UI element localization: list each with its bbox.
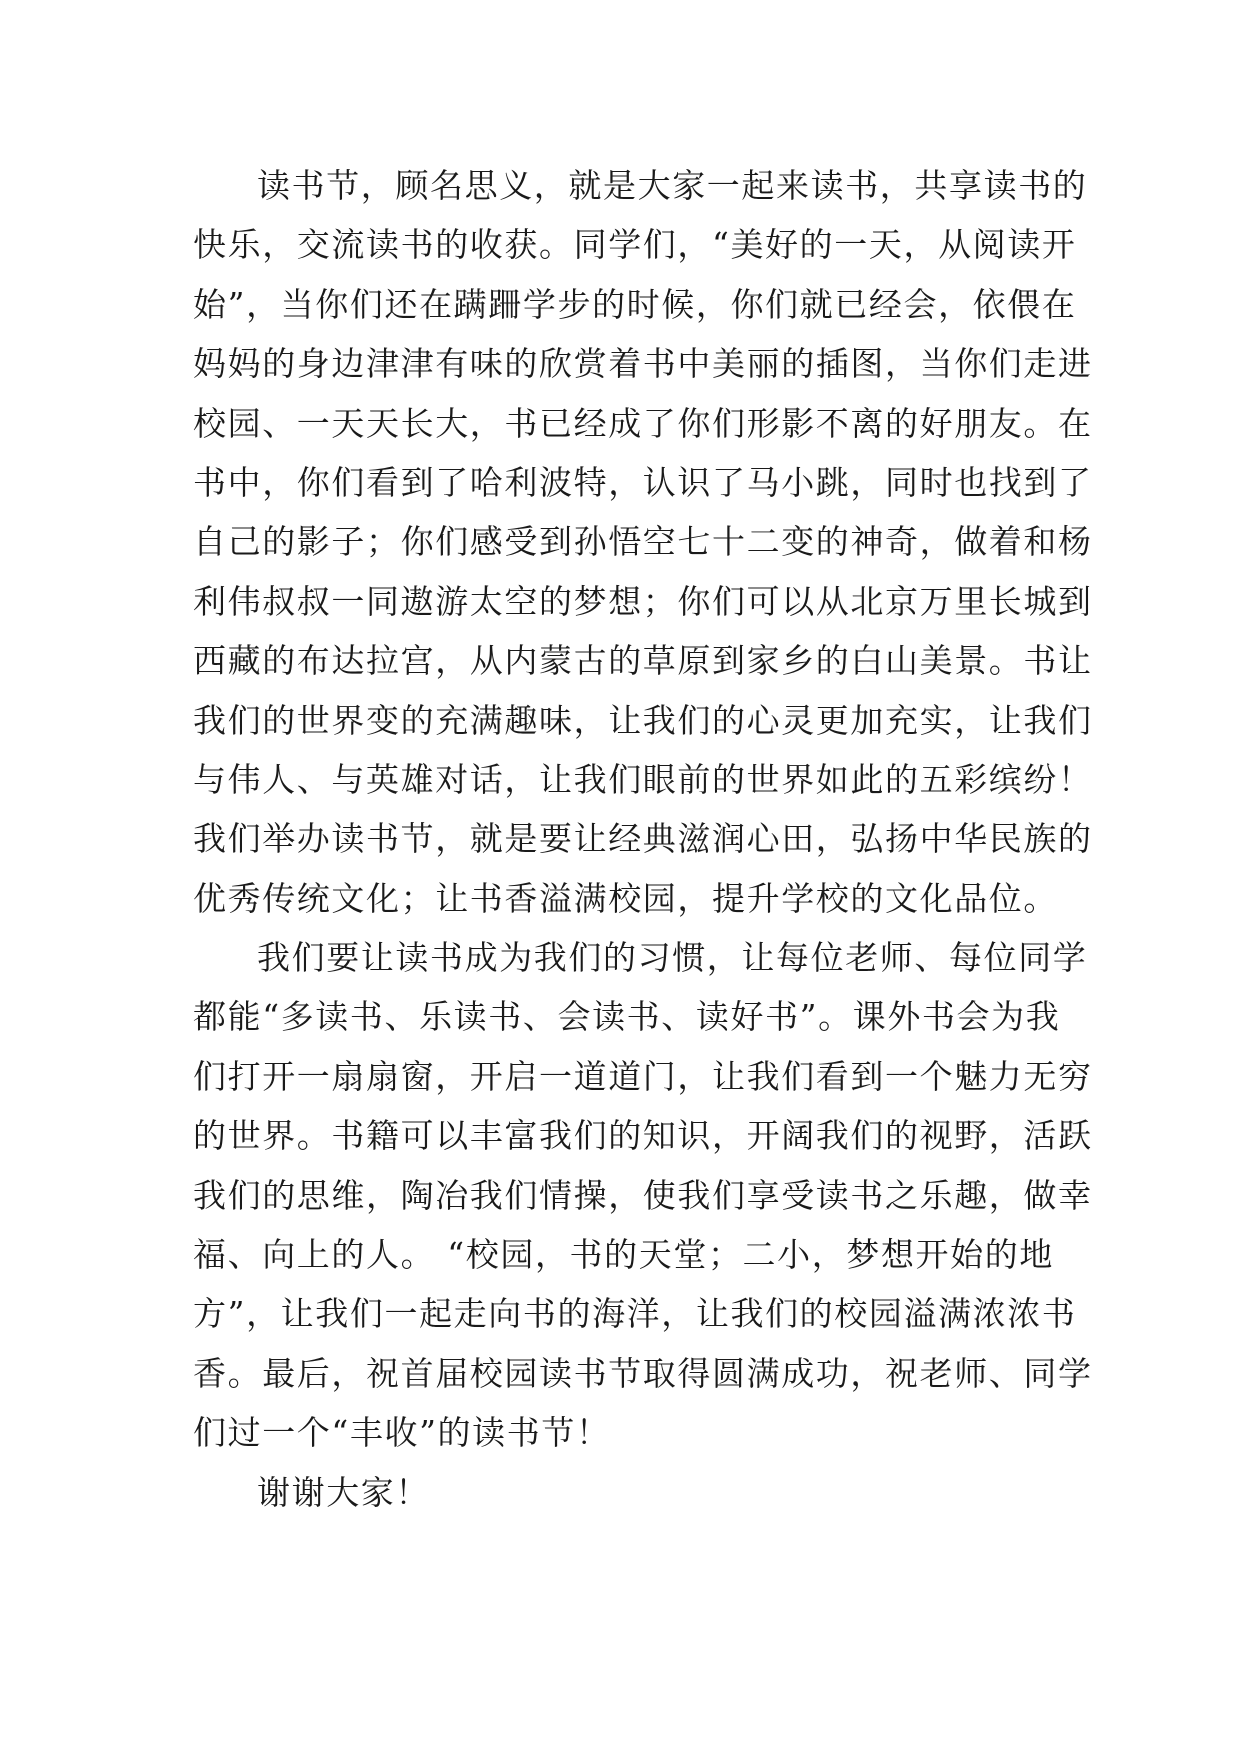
paragraph-line: 校园、一天天长大，书已经成了你们形影不离的好朋友。在 — [193, 403, 1093, 443]
paragraph-line: 福、向上的人。 “校园，书的天堂；二小，梦想开始的地 — [193, 1235, 1054, 1275]
paragraph-line: 谢谢大家！ — [257, 1472, 430, 1512]
paragraph-line: 始”，当你们还在蹒跚学步的时候，你们就已经会，依偎在 — [193, 284, 1077, 324]
paragraph-line: 书中，你们看到了哈利波特，认识了马小跳，同时也找到了 — [193, 462, 1093, 502]
paragraph-closing-thanks — [193, 1463, 1053, 1522]
paragraph-reading-festival-intro — [193, 156, 1093, 928]
paragraph-line: 快乐，交流读书的收获。同学们，“美好的一天，从阅读开 — [193, 225, 1077, 265]
paragraph-reading-habits — [193, 928, 1093, 1463]
paragraph-line: 香。最后，祝首届校园读书节取得圆满成功，祝老师、同学 — [193, 1353, 1093, 1393]
paragraph-line: 们过一个“丰收”的读书节！ — [193, 1413, 611, 1453]
paragraph-line: 的世界。书籍可以丰富我们的知识，开阔我们的视野，活跃 — [193, 1116, 1093, 1156]
paragraph-line: 我们的世界变的充满趣味，让我们的心灵更加充实，让我们 — [193, 700, 1093, 740]
paragraph-line: 自己的影子；你们感受到孙悟空七十二变的神奇，做着和杨 — [193, 522, 1093, 562]
paragraph-line: 我们的思维，陶冶我们情操，使我们享受读书之乐趣，做幸 — [193, 1175, 1093, 1215]
document-body — [193, 156, 1093, 1522]
paragraph-line: 优秀传统文化；让书香溢满校园，提升学校的文化品位。 — [193, 878, 1058, 918]
paragraph-line: 读书节，顾名思义，就是大家一起来读书，共享读书的 — [257, 166, 1088, 205]
paragraph-line: 都能“多读书、乐读书、会读书、读好书”。课外书会为我 — [193, 997, 1061, 1037]
paragraph-line: 妈妈的身边津津有味的欣赏着书中美丽的插图，当你们走进 — [193, 344, 1093, 384]
paragraph-line: 方”，让我们一起走向书的海洋，让我们的校园溢满浓浓书 — [193, 1294, 1077, 1334]
paragraph-line: 们打开一扇扇窗，开启一道道门，让我们看到一个魅力无穷 — [193, 1056, 1093, 1096]
paragraph-line: 西藏的布达拉宫，从内蒙古的草原到家乡的白山美景。书让 — [193, 641, 1093, 681]
paragraph-line: 我们要让读书成为我们的习惯，让每位老师、每位同学 — [257, 938, 1088, 978]
paragraph-line: 与伟人、与英雄对话，让我们眼前的世界如此的五彩缤纷！ — [193, 759, 1093, 799]
paragraph-line: 利伟叔叔一同遨游太空的梦想；你们可以从北京万里长城到 — [193, 581, 1093, 621]
paragraph-line: 我们举办读书节，就是要让经典滋润心田，弘扬中华民族的 — [193, 819, 1093, 859]
